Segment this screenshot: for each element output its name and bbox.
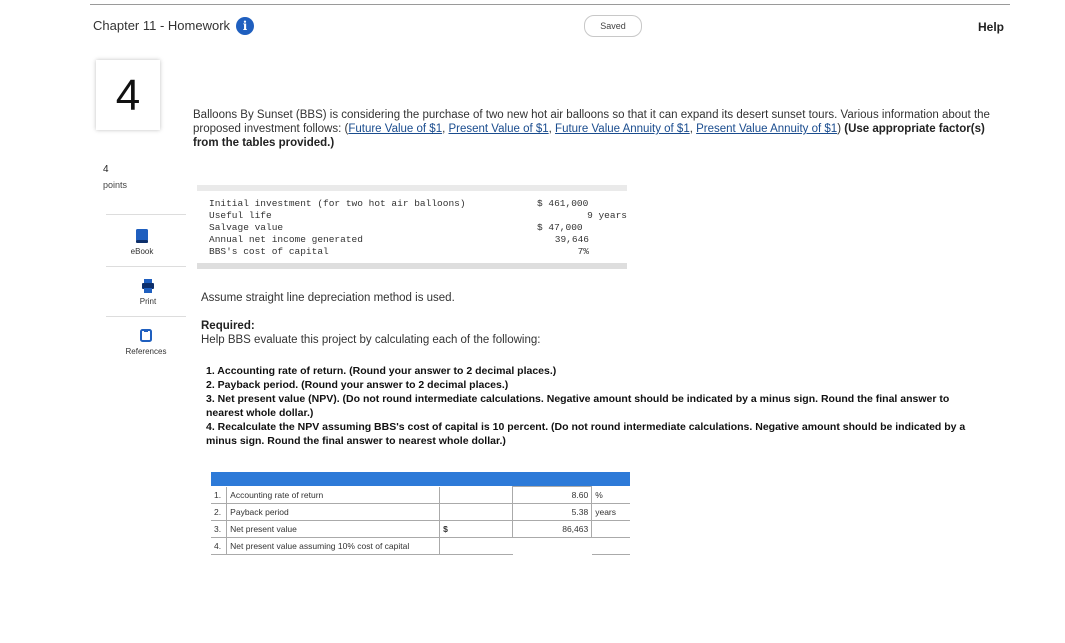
- link-separator: ,: [548, 123, 556, 135]
- investment-data-table: [197, 185, 627, 269]
- required-heading: Required:: [201, 320, 255, 332]
- link-separator: ,: [442, 123, 449, 135]
- answer-row: [211, 487, 630, 504]
- requirement-item: 3. Net present value (NPV). (Do not round intermediate calculations. Negative amount should be indicated by a minus sign. Round the final answer to nearest whole dollar.): [206, 393, 950, 419]
- answer-row: [211, 504, 630, 521]
- data-value: 7%: [577, 246, 589, 257]
- question-number: 4: [115, 71, 141, 120]
- data-label: BBS's cost of capital: [209, 246, 329, 257]
- answer-table: [211, 486, 630, 555]
- accounting-rate-input[interactable]: 8.60: [513, 487, 592, 504]
- data-value: $ 47,000: [537, 222, 583, 233]
- sidebar-divider: [106, 214, 186, 215]
- info-icon[interactable]: i: [236, 17, 254, 35]
- answer-unit: %: [592, 487, 630, 504]
- answer-table-header: [211, 472, 630, 486]
- ebook-label: eBook: [130, 247, 154, 256]
- answer-label: Payback period: [227, 504, 440, 521]
- future-value-annuity-link[interactable]: Future Value Annuity of $1: [555, 123, 690, 135]
- present-value-link[interactable]: Present Value of $1: [448, 123, 549, 135]
- answer-unit: years: [592, 504, 630, 521]
- link-separator: ,: [689, 123, 697, 135]
- requirement-item: 4. Recalculate the NPV assuming BBS's cost of capital is 10 percent. (Do not round intermediate calculations. Negative amount should be indicated by a minus sign. Round the final answer to nearest whole dollar.): [206, 421, 966, 447]
- references-label: References: [125, 347, 167, 356]
- data-value: 39,646: [554, 234, 589, 245]
- ebook-button[interactable]: [112, 228, 172, 256]
- sidebar-divider: [106, 266, 186, 267]
- answer-currency: [440, 538, 513, 555]
- points-value: 4: [103, 164, 109, 175]
- data-value: 9 years: [587, 210, 627, 221]
- answer-number: 1.: [211, 487, 227, 504]
- data-label: Initial investment (for two hot air balloons): [209, 198, 466, 209]
- data-label: Useful life: [209, 210, 272, 221]
- data-value: $ 461,000: [537, 198, 589, 209]
- npv-10-percent-input[interactable]: [513, 538, 592, 555]
- saved-status-badge: Saved: [584, 15, 642, 37]
- factor-instruction: (Use appropriate factor(s) from the tables provided.): [193, 123, 985, 149]
- answer-label: Accounting rate of return: [227, 487, 440, 504]
- print-button[interactable]: [118, 278, 178, 306]
- requirement-item: 1. Accounting rate of return. (Round your answer to 2 decimal places.): [206, 365, 557, 377]
- present-value-annuity-link[interactable]: Present Value Annuity of $1: [696, 123, 838, 135]
- data-label: Salvage value: [209, 222, 284, 233]
- print-label: Print: [139, 297, 157, 306]
- sidebar-divider: [106, 316, 186, 317]
- future-value-link[interactable]: Future Value of $1: [348, 123, 443, 135]
- assumption-text: Assume straight line depreciation method is used.: [201, 292, 455, 304]
- references-button[interactable]: [116, 328, 176, 356]
- references-icon: [139, 328, 153, 344]
- points-label: points: [103, 180, 128, 190]
- answer-row: [211, 538, 630, 555]
- book-icon: [135, 228, 149, 244]
- printer-icon: [141, 278, 155, 294]
- data-label: Annual net income generated: [209, 234, 363, 245]
- top-divider: [90, 4, 1010, 5]
- requirement-item: 2. Payback period. (Round your answer to 2 decimal places.): [206, 379, 509, 391]
- requirements-list: [206, 364, 976, 448]
- answer-number: 4.: [211, 538, 227, 555]
- answer-unit: [592, 521, 630, 538]
- answer-currency: [440, 487, 513, 504]
- payback-period-input[interactable]: 5.38: [513, 504, 592, 521]
- assignment-title: Chapter 11 - Homework: [93, 18, 231, 33]
- npv-input[interactable]: 86,463: [513, 521, 592, 538]
- question-number-card: [96, 60, 160, 130]
- help-button[interactable]: Help: [978, 20, 1005, 34]
- answer-number: 3.: [211, 521, 227, 538]
- answer-currency: [440, 504, 513, 521]
- answer-number: 2.: [211, 504, 227, 521]
- link-close: ): [837, 123, 845, 135]
- intro-text: Balloons By Sunset (BBS) is considering the purchase of two new hot air balloons so that it can expand its desert sunset tours. Various information about the proposed investment follows: (: [193, 109, 990, 135]
- top-bar: [0, 0, 1065, 52]
- answer-label: Net present value assuming 10% cost of capital: [227, 538, 440, 555]
- answer-currency: $: [440, 521, 513, 538]
- problem-intro: [193, 108, 993, 150]
- answer-row: [211, 521, 630, 538]
- required-instruction: Help BBS evaluate this project by calculating each of the following:: [201, 334, 541, 346]
- answer-label: Net present value: [227, 521, 440, 538]
- answer-unit: [592, 538, 630, 555]
